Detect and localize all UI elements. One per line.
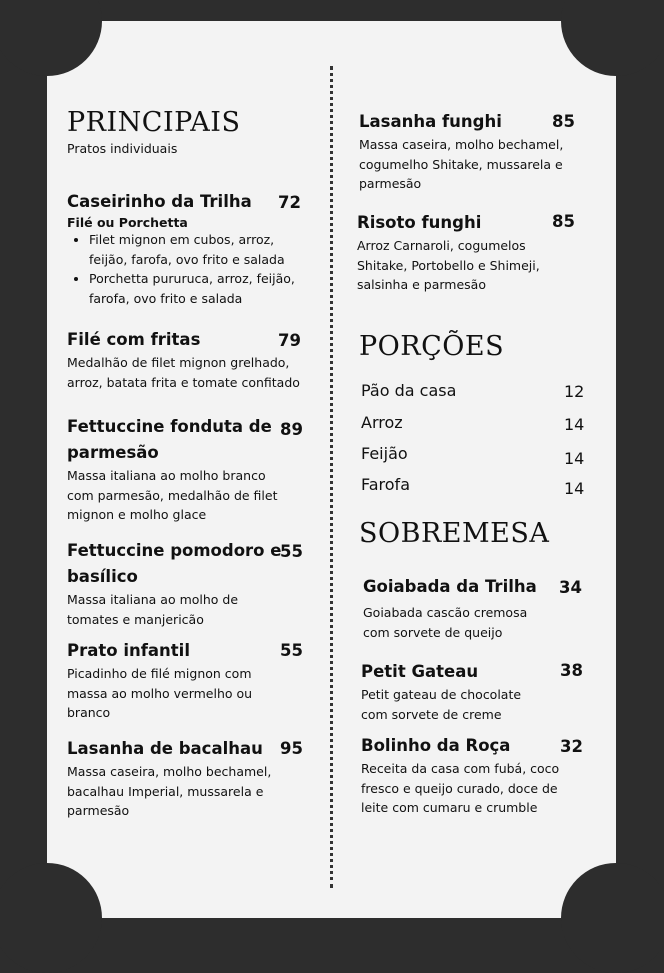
item-description: Massa caseira, molho bechamel, bacalhau Imperial, mussarela e parmesão — [67, 764, 272, 818]
section-title-sobremesa: SOBREMESA — [359, 518, 550, 549]
menu-item-lasanha-bacalhau — [67, 736, 292, 821]
item-description: Massa italiana ao molho branco com parmesão, medalhão de filet mignon e molho glace — [67, 468, 278, 522]
portion-price: 12 — [564, 382, 585, 401]
item-description: Medalhão de filet mignon grelhado, arroz, batata frita e tomate confitado — [67, 355, 300, 390]
dotted-divider — [330, 66, 333, 888]
item-name: Filé com fritas — [67, 330, 201, 349]
item-price: 95 — [280, 739, 303, 758]
portion-price: 14 — [564, 415, 585, 434]
portion-name: Pão da casa — [361, 381, 457, 400]
item-price: 89 — [280, 420, 303, 439]
item-price: 38 — [560, 661, 583, 680]
item-price: 55 — [280, 542, 303, 561]
item-name: Bolinho da Roça — [361, 736, 511, 755]
portion-name: Farofa — [361, 475, 410, 494]
corner-notch — [0, 0, 102, 76]
portion-name: Arroz — [361, 413, 403, 432]
bullet-item: • Porchetta pururuca, arroz, feijão, farofa, ovo frito e salada — [89, 269, 307, 308]
item-description: Massa italiana ao molho de tomates e manjericão — [67, 592, 239, 627]
portion-price: 14 — [564, 449, 585, 468]
item-name: Lasanha de bacalhau — [67, 739, 263, 758]
menu-item-file-fritas — [67, 327, 312, 392]
item-name: Fettuccine pomodoro e basílico — [67, 541, 282, 586]
item-description: Receita da casa com fubá, coco fresco e queijo curado, doce de leite com cumaru e crumble — [361, 761, 560, 815]
item-name: Goiabada da Trilha — [363, 577, 537, 596]
section-title-principais: PRINCIPAIS — [67, 107, 241, 138]
item-description: Petit gateau de chocolate com sorvete de creme — [361, 687, 522, 722]
dessert-petit-gateau — [361, 659, 551, 724]
item-description: Massa caseira, molho bechamel, cogumelho Shitake, mussarela e parmesão — [359, 137, 564, 191]
item-price: 79 — [278, 331, 301, 350]
item-name: Fettuccine fonduta de parmesão — [67, 417, 272, 462]
corner-notch — [561, 0, 664, 76]
menu-item-caseirinho — [67, 189, 307, 308]
item-price: 85 — [552, 212, 575, 231]
corner-notch — [561, 863, 664, 973]
item-description: Arroz Carnaroli, cogumelos Shitake, Portobello e Shimeji, salsinha e parmesão — [357, 238, 540, 292]
item-variant: Filé ou Porchetta — [67, 215, 188, 230]
item-name: Petit Gateau — [361, 662, 479, 681]
section-subtitle: Pratos individuais — [67, 141, 178, 156]
corner-notch — [0, 863, 102, 973]
dessert-goiabada — [363, 574, 553, 642]
portion-name: Feijão — [361, 444, 408, 463]
menu-item-risoto-funghi — [357, 210, 567, 295]
menu-item-prato-infantil — [67, 638, 267, 723]
item-bullets — [67, 230, 307, 308]
item-name: Lasanha funghi — [359, 112, 502, 131]
section-title-porcoes: PORÇÕES — [359, 331, 505, 362]
bullet-item: • Filet mignon em cubos, arroz, feijão, farofa, ovo frito e salada — [89, 230, 307, 269]
dessert-bolinho — [361, 733, 581, 818]
item-price: 55 — [280, 641, 303, 660]
item-description: Goiabada cascão cremosa com sorvete de queijo — [363, 605, 528, 640]
item-name: Prato infantil — [67, 641, 190, 660]
item-description: Picadinho de filé mignon com massa ao molho vermelho ou branco — [67, 666, 253, 720]
item-name: Risoto funghi — [357, 213, 482, 232]
menu-item-fettuccine-fonduta — [67, 414, 292, 525]
menu-card — [47, 21, 616, 918]
item-price: 32 — [560, 737, 583, 756]
item-price: 85 — [552, 112, 575, 131]
item-price: 34 — [559, 578, 582, 597]
item-price: 72 — [278, 193, 301, 212]
menu-item-lasanha-funghi — [359, 109, 579, 194]
menu-item-fettuccine-pomodoro — [67, 538, 292, 629]
portion-price: 14 — [564, 479, 585, 498]
item-name: Caseirinho da Trilha — [67, 192, 252, 211]
